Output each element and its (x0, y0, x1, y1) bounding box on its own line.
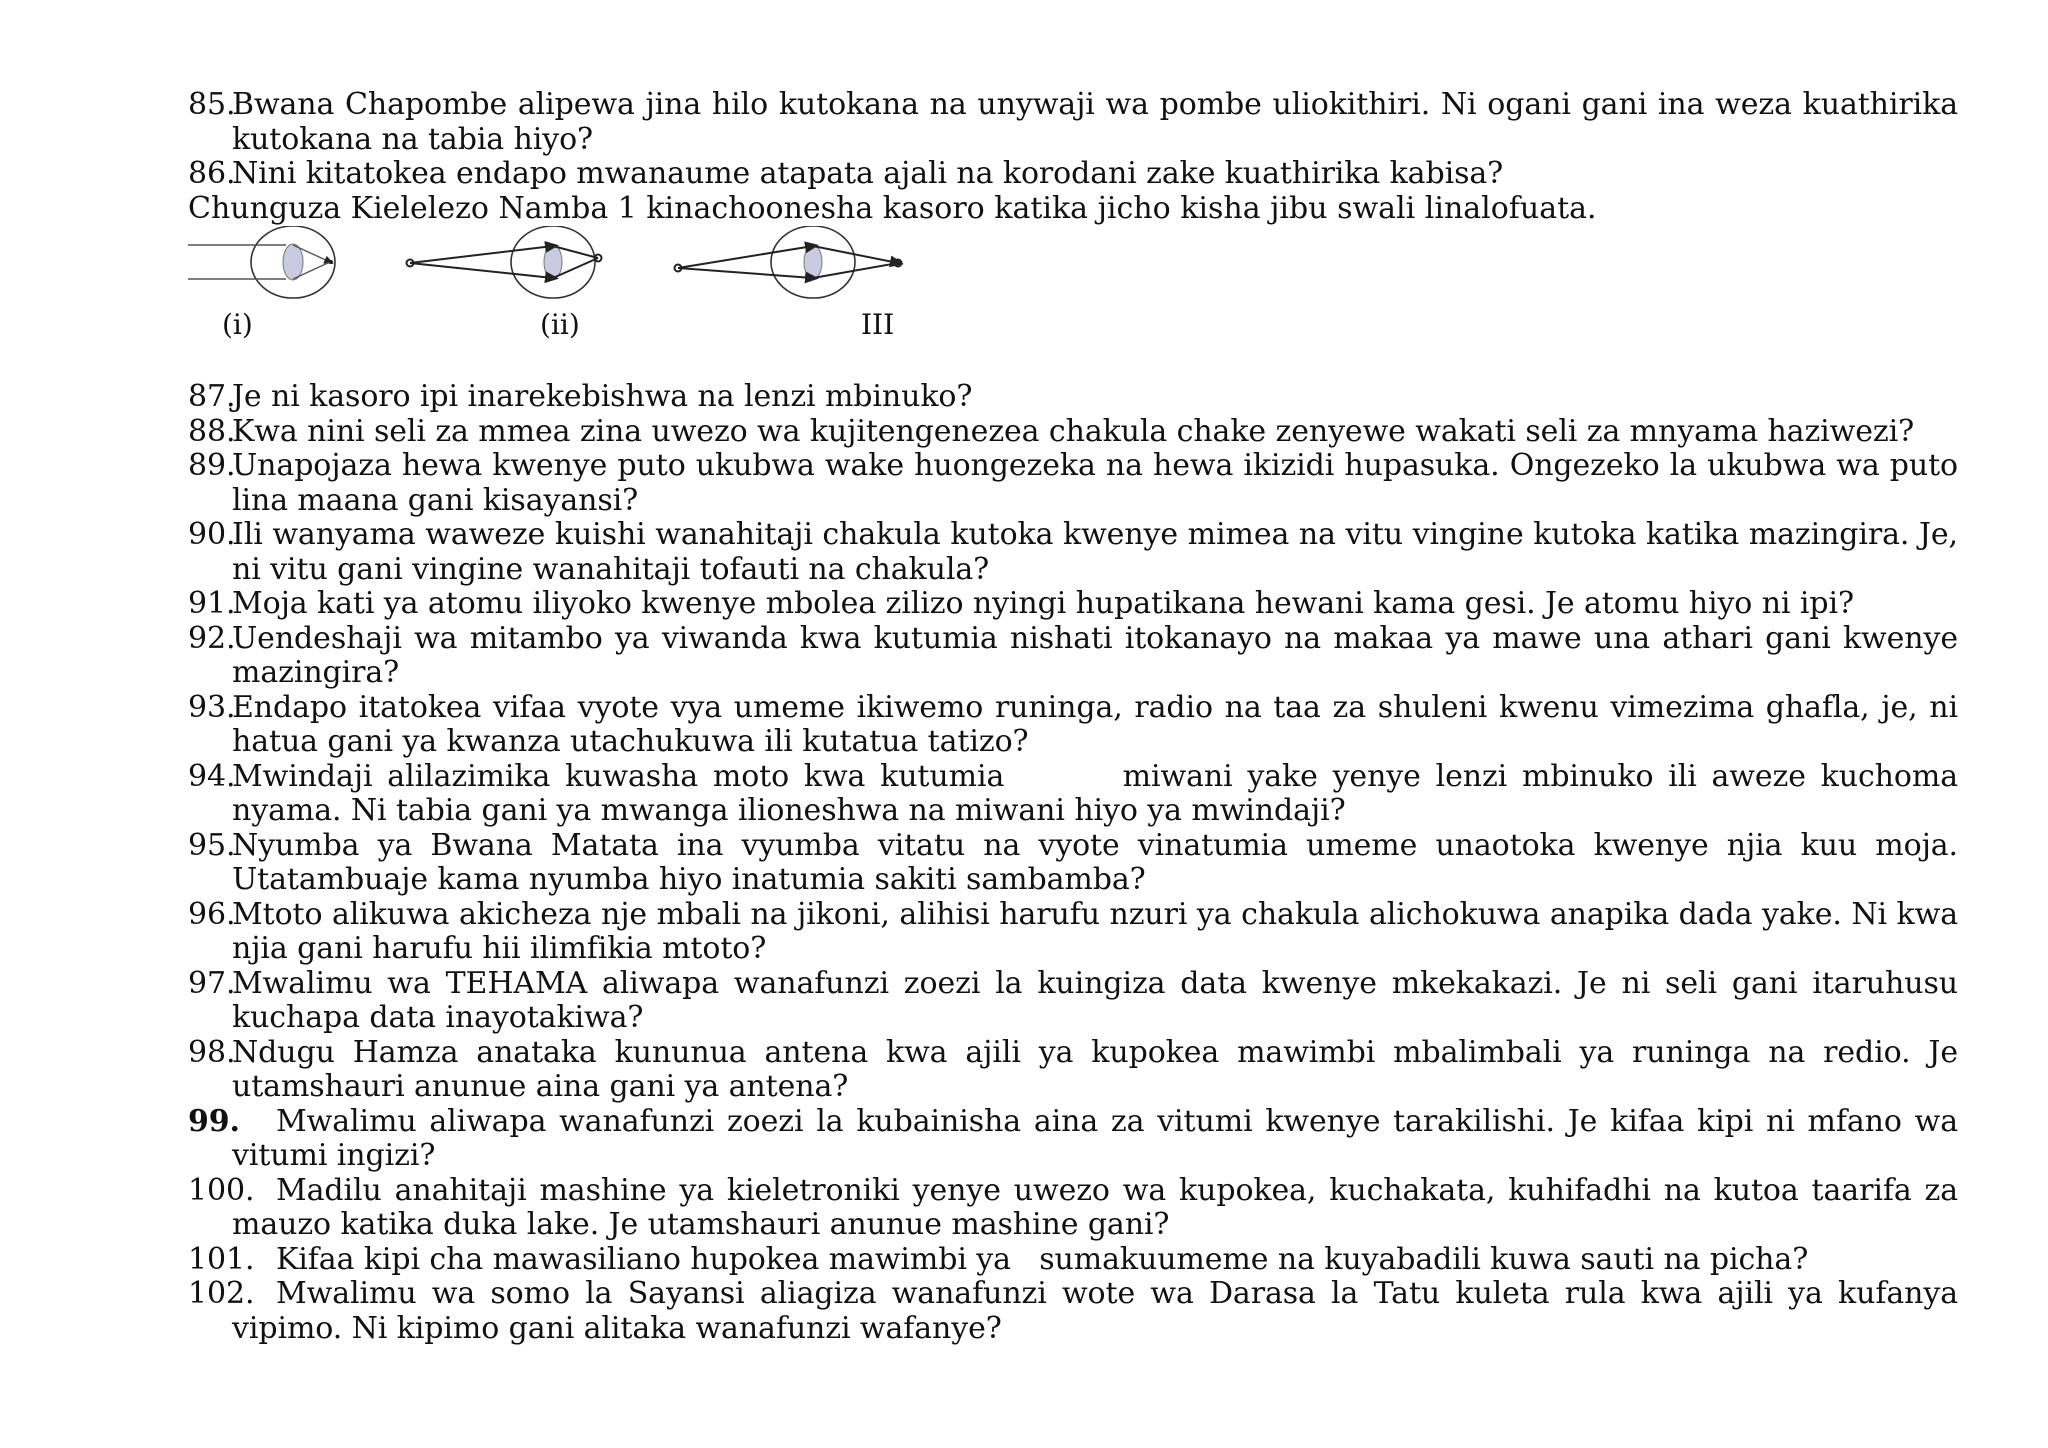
question-number: 87. (188, 379, 236, 414)
question-99 (188, 1105, 1958, 1174)
question-text: Moja kati ya atomu iliyoko kwenye mbolea zilizo nyingi hupatikana hewani kama gesi. Je atomu hiyo ni ipi? (232, 586, 1854, 621)
caption-iii: III (861, 308, 895, 341)
question-text: Kifaa kipi cha mawasiliano hupokea mawimbi ya sumakuumeme na kuyabadili kuwa sauti na picha? (276, 1241, 1809, 1277)
figure-instruction: Chunguza Kielelezo Namba 1 kinachoonesha kasoro katika jicho kisha jibu swali linalofuata. (188, 190, 1597, 226)
question-97 (188, 967, 1958, 1036)
question-text: Nyumba ya Bwana Matata ina vyumba vitatu na vyote vinatumia umeme unaotoka kwenye njia kuu moja. Utatambuaje kama nyumba hiyo inatumia sakiti sambamba? (232, 827, 1958, 897)
question-92 (188, 622, 1958, 691)
question-91 (188, 587, 1958, 622)
question-number: 93. (188, 689, 236, 725)
eye-diagram-ii (407, 226, 602, 298)
eye-defect-figure (188, 226, 1958, 358)
question-number: 90. (188, 517, 236, 552)
question-101 (188, 1243, 1958, 1278)
question-number: 85. (188, 87, 236, 122)
question-number: 99. (188, 1103, 240, 1139)
question-text: Mtoto alikuwa akicheza nje mbali na jikoni, alihisi harufu nzuri ya chakula alichokuwa anapika dada yake. Ni kwa njia gani harufu hii ilimfikia mtoto? (232, 896, 1958, 966)
question-100 (188, 1174, 1958, 1243)
question-number: 91. (188, 586, 236, 621)
question-text: Mwalimu wa TEHAMA aliwapa wanafunzi zoezi la kuingiza data kwenye mkekakazi. Je ni seli gani itaruhusu kuchapa data inayotakiwa? (232, 965, 1958, 1035)
question-number: 86. (188, 156, 236, 191)
question-89 (188, 449, 1958, 518)
question-text: Ili wanyama waweze kuishi wanahitaji chakula kutoka kwenye mimea na vitu vingine kutoka katika mazingira. Je, ni vitu gani vingine wanahitaji tofauti na chakula? (232, 517, 1958, 587)
question-number: 89. (188, 448, 236, 483)
question-94 (188, 758, 1968, 829)
question-number: 98. (188, 1034, 236, 1070)
question-text: Mwalimu wa somo la Sayansi aliagiza wanafunzi wote wa Darasa la Tatu kuleta rula kwa ajili ya kufanya vipimo. Ni kipimo gani alitaka wanafunzi wafanye? (232, 1276, 1958, 1346)
question-text: Nini kitatokea endapo mwanaume atapata ajali na korodani zake kuathirika kabisa? (232, 156, 1504, 191)
question-text: Mwindaji alilazimika kuwasha moto kwa kutumia miwani yake yenye lenzi mbinuko ili aweze kuchoma nyama. Ni tabia gani ya mwanga ilioneshwa na miwani hiyo ya mwindaji? (232, 758, 1968, 828)
question-number: 96. (188, 896, 236, 932)
question-text: Bwana Chapombe alipewa jina hilo kutokana na unywaji wa pombe uliokithiri. Ni ogani gani ina weza kuathirika kutokana na tabia hiyo? (232, 87, 1958, 157)
caption-ii: (ii) (540, 308, 580, 341)
question-number: 101. (188, 1241, 255, 1277)
question-text: Uendeshaji wa mitambo ya viwanda kwa kutumia nishati itokanayo na makaa ya mawe una athari gani kwenye mazingira? (232, 620, 1958, 690)
question-90 (188, 518, 1958, 587)
question-number: 100. (188, 1172, 255, 1208)
question-number: 94. (188, 758, 236, 794)
question-102 (188, 1277, 1958, 1346)
question-95 (188, 829, 1958, 898)
question-85 (188, 88, 1958, 157)
question-93 (188, 691, 1958, 760)
question-number: 88. (188, 413, 236, 449)
caption-i: (i) (222, 308, 253, 341)
question-number: 97. (188, 965, 236, 1001)
question-86 (188, 157, 1958, 192)
question-87 (188, 380, 1958, 415)
eye-diagram-i (188, 226, 335, 298)
question-number: 102. (188, 1276, 255, 1311)
question-text: Mwalimu aliwapa wanafunzi zoezi la kubainisha aina za vitumi kwenye tarakilishi. Je kifaa kipi ni mfano wa vitumi ingizi? (232, 1103, 1958, 1173)
question-text: Je ni kasoro ipi inarekebishwa na lenzi mbinuko? (232, 379, 973, 414)
question-number: 95. (188, 827, 236, 863)
question-number: 92. (188, 620, 236, 656)
question-text: Unapojaza hewa kwenye puto ukubwa wake huongezeka na hewa ikizidi hupasuka. Ongezeko la ukubwa wa puto lina maana gani kisayansi? (232, 448, 1958, 518)
eye-diagram-iii (675, 226, 902, 298)
question-text: Madilu anahitaji mashine ya kieletroniki yenye uwezo wa kupokea, kuchakata, kuhifadhi na kutoa taarifa za mauzo katika duka lake. Je utamshauri anunue mashine gani? (232, 1172, 1958, 1242)
question-text: Ndugu Hamza anataka kununua antena kwa ajili ya kupokea mawimbi mbalimbali ya runinga na redio. Je utamshauri anunue aina gani ya antena? (232, 1034, 1958, 1104)
question-98 (188, 1036, 1958, 1105)
question-text: Kwa nini seli za mmea zina uwezo wa kujitengenezea chakula chake zenyewe wakati seli za mnyama haziwezi? (232, 413, 1915, 449)
question-96 (188, 898, 1958, 967)
question-sheet (188, 87, 1968, 1346)
question-88 (188, 415, 1958, 450)
question-text: Endapo itatokea vifaa vyote vya umeme ikiwemo runinga, radio na taa za shuleni kwenu vimezima ghafla, je, ni hatua gani ya kwanza utachukuwa ili kutatua tatizo? (232, 689, 1958, 759)
